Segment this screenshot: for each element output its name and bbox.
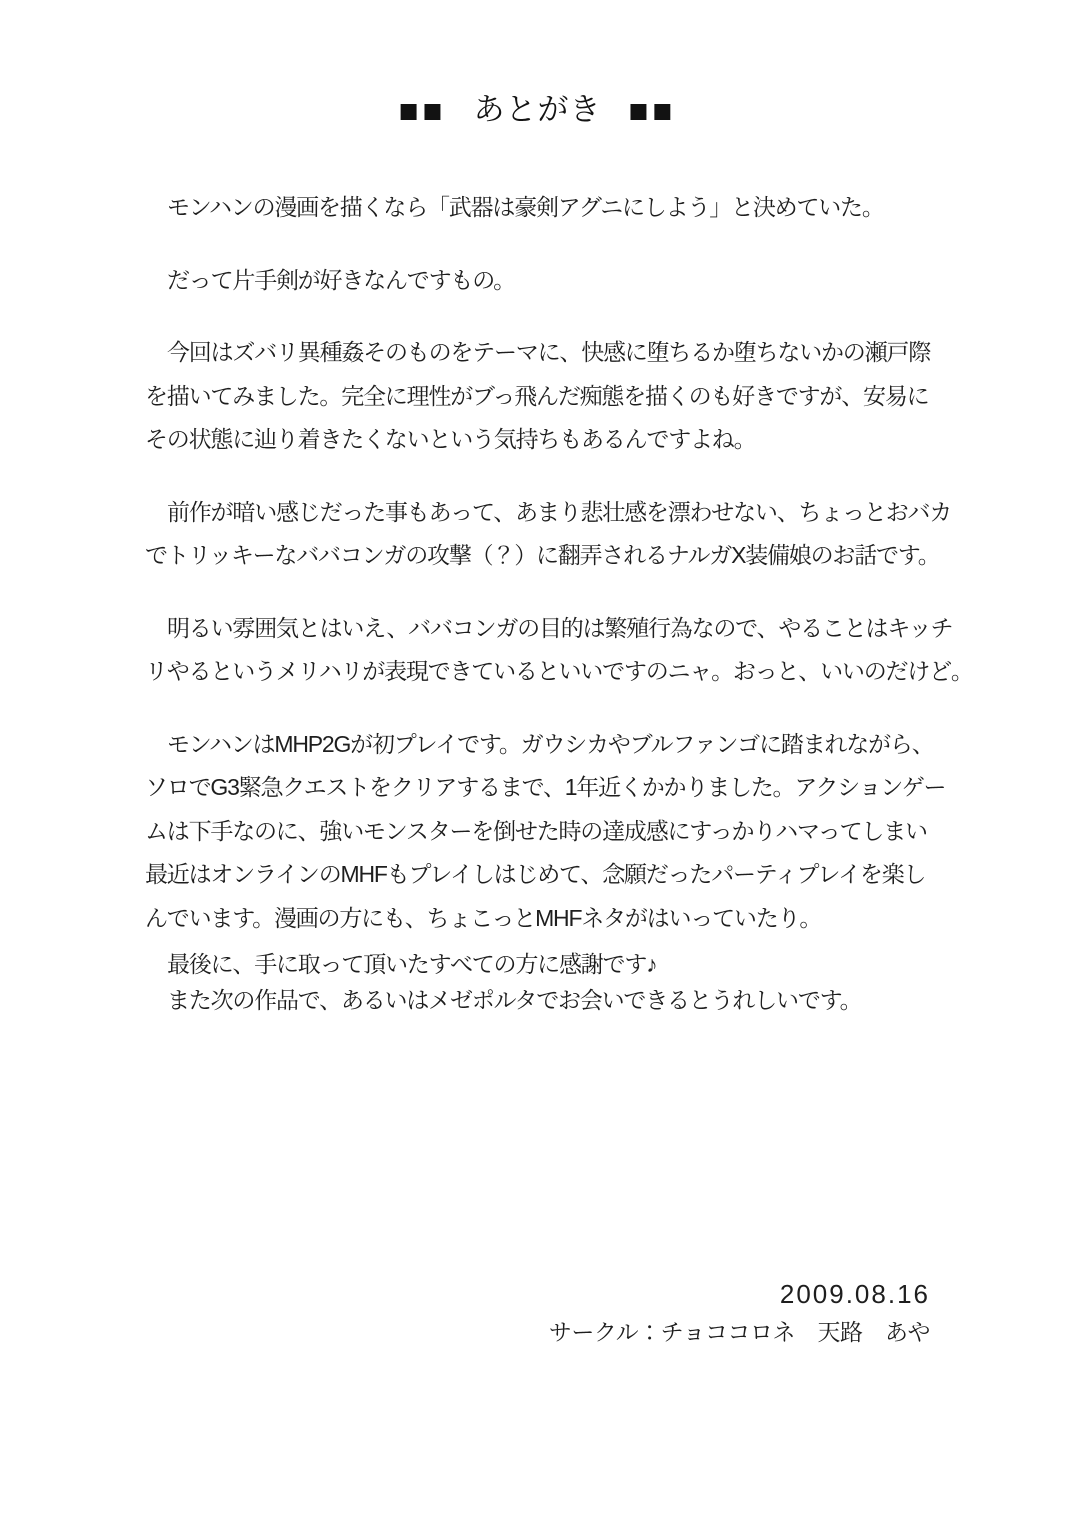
- title-left-squares-icon: ■■: [398, 92, 447, 129]
- paragraph: [145, 259, 945, 303]
- text-line: リやるというメリハリが表現できているといいですのニャ。おっと、いいのだけど。: [145, 658, 973, 684]
- text-line: 明るい雰囲気とはいえ、ババコンガの目的は繁殖行為なので、やることはキッチ: [167, 614, 953, 641]
- text-line: を描いてみました。完全に理性がブっ飛んだ痴態を描くのも好きですが、安易に: [145, 382, 929, 409]
- text-line: また次の作品で、あるいはメゼポルタでお会いできるとうれしいです。: [167, 987, 862, 1013]
- paragraph: [145, 186, 945, 230]
- text-line: だって片手剣が好きなんですもの。: [167, 266, 515, 293]
- text-line: でトリッキーなババコンガの攻撃（？）に翻弄されるナルガX装備娘のお話です。: [145, 542, 940, 568]
- text-line: 前作が暗い感じだった事もあって、あまり悲壮感を漂わせない、ちょっとおバカ: [167, 498, 952, 525]
- circle-credit: サークル：チョココロネ 天路 あや: [548, 1319, 930, 1345]
- page-title: [0, 90, 1075, 131]
- paragraph-closing: [145, 946, 945, 1018]
- text-line: その状態に辿り着きたくないという気持ちもあるんですよね。: [145, 426, 756, 452]
- text-line: モンハンの漫画を描くなら「武器は豪剣アグニにしよう」と決めていた。: [167, 194, 884, 220]
- afterword-body: [145, 186, 973, 1018]
- title-text: あとがき: [473, 92, 602, 127]
- text-line: 今回はズバリ異種姦そのものをテーマに、快感に堕ちるか堕ちないかの瀬戸際: [167, 339, 931, 365]
- paragraph: [145, 607, 973, 694]
- paragraph: [145, 331, 945, 462]
- release-date: 2009.08.16: [779, 1279, 930, 1309]
- text-line: 最近はオンラインのMHFもプレイしはじめて、念願だったパーティプレイを楽し: [145, 861, 926, 887]
- text-line: モンハンはMHP2Gが初プレイです。ガウシカやブルファンゴに踏まれながら、: [167, 730, 934, 757]
- colophon: [549, 1280, 930, 1346]
- paragraph: [145, 491, 952, 578]
- paragraph: [145, 723, 945, 941]
- text-line: ソロでG3緊急クエストをクリアするまで、1年近くかかりました。アクションゲー: [145, 774, 946, 800]
- text-line: んでいます。漫画の方にも、ちょこっとMHFネタがはいっていたり。: [145, 904, 822, 931]
- text-line: 最後に、手に取って頂いたすべての方に感謝です♪: [167, 951, 657, 977]
- text-line: ムは下手なのに、強いモンスターを倒せた時の達成感にすっかりハマってしまい: [145, 817, 927, 844]
- title-right-squares-icon: ■■: [628, 92, 677, 129]
